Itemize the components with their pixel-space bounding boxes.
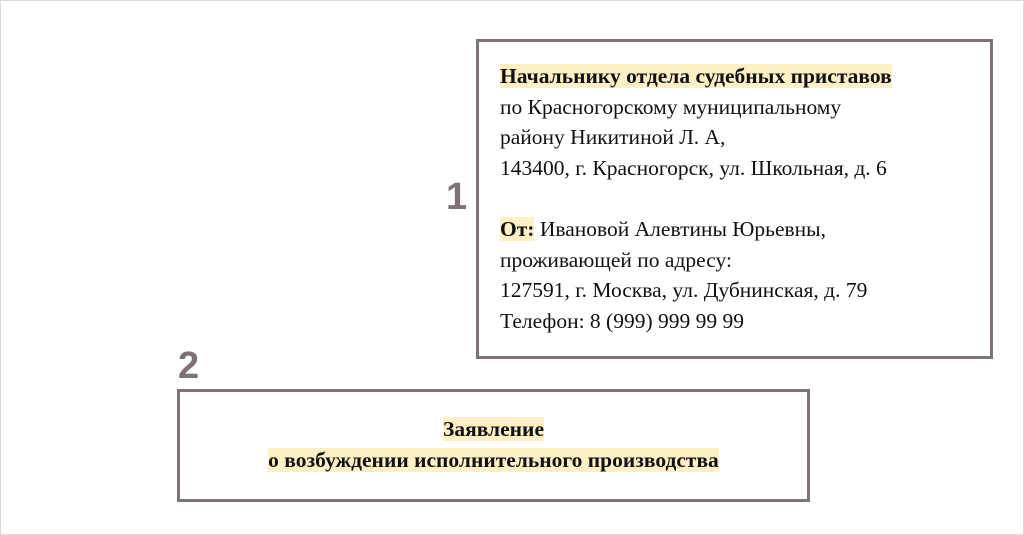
document-subtitle: о возбуждении исполнительного производства (268, 447, 719, 472)
sender-line: проживающей по адресу: (500, 247, 732, 272)
sender-phone: Телефон: 8 (999) 999 99 99 (500, 308, 744, 333)
recipient-heading-line (500, 61, 990, 92)
addressee-block (476, 39, 993, 359)
document-title: Заявление (443, 417, 544, 441)
sender-name: Ивановой Алевтины Юрьевны, (534, 217, 826, 241)
from-label: От: (500, 217, 535, 241)
section-marker-2: 2 (178, 345, 200, 387)
section-marker-1: 1 (446, 176, 468, 218)
recipient-line: району Никитиной Л. А, (500, 125, 726, 149)
document-title-block (177, 389, 810, 502)
recipient-line: по Красногорскому муниципальному (500, 94, 842, 119)
recipient-address: 143400, г. Красногорск, ул. Школьная, д. 6 (500, 155, 887, 180)
recipient-heading: Начальнику отдела судебных приставов (500, 64, 892, 88)
sender-line (500, 214, 990, 245)
spacer (500, 183, 990, 214)
sender-address: 127591, г. Москва, ул. Дубнинская, д. 79 (500, 278, 868, 302)
